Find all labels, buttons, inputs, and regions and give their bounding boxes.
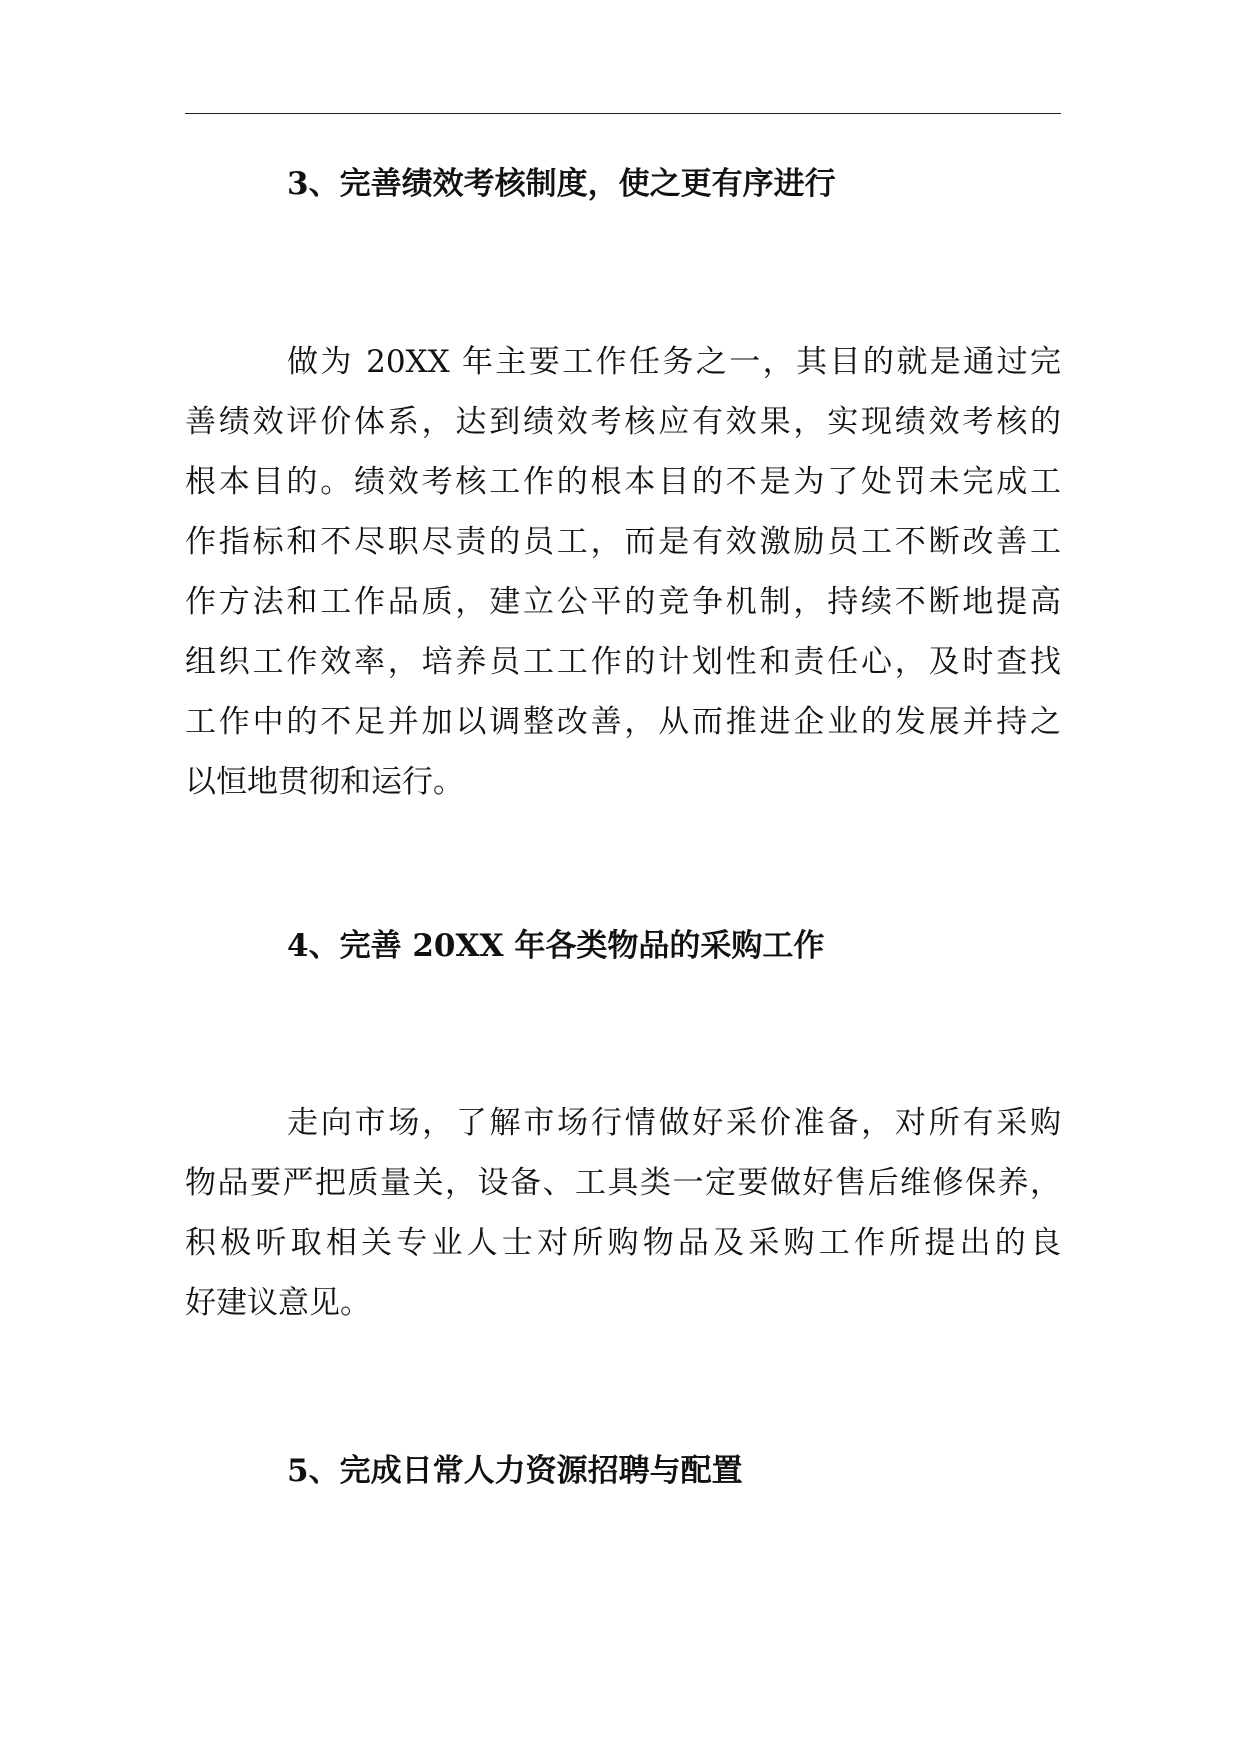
section-heading-3: 3、完善绩效考核制度，使之更有序进行: [287, 166, 836, 202]
paragraph-line: 好建议意见。: [185, 1285, 371, 1321]
paragraph-line: 作指标和不尽职尽责的员工，而是有效激励员工不断改善工: [185, 524, 1061, 560]
paragraph-line: 积极听取相关专业人士对所购物品及采购工作所提出的良: [185, 1225, 1061, 1261]
paragraph-line: 组织工作效率，培养员工工作的计划性和责任心，及时查找: [185, 644, 1061, 680]
paragraph-line: 以恒地贯彻和运行。: [185, 764, 464, 800]
section-heading-4: 4、完善 20XX 年各类物品的采购工作: [287, 928, 825, 964]
section-paragraph-3: [185, 332, 1061, 812]
paragraph-line: 工作中的不足并加以调整改善，从而推进企业的发展并持之: [185, 704, 1061, 740]
paragraph-line: 根本目的。绩效考核工作的根本目的不是为了处罚未完成工: [185, 464, 1061, 500]
paragraph-line: 善绩效评价体系，达到绩效考核应有效果，实现绩效考核的: [185, 404, 1061, 440]
header-rule: [185, 113, 1061, 114]
paragraph-line: 走向市场，了解市场行情做好采价准备，对所有采购: [287, 1105, 1061, 1141]
paragraph-line: 物品要严把质量关，设备、工具类一定要做好售后维修保养，: [185, 1165, 1061, 1201]
paragraph-line: 作方法和工作品质，建立公平的竞争机制，持续不断地提高: [185, 584, 1061, 620]
paragraph-line: 做为 20XX 年主要工作任务之一，其目的就是通过完: [287, 344, 1061, 380]
section-paragraph-4: [185, 1093, 1061, 1333]
section-heading-5: 5、完成日常人力资源招聘与配置: [287, 1453, 743, 1489]
